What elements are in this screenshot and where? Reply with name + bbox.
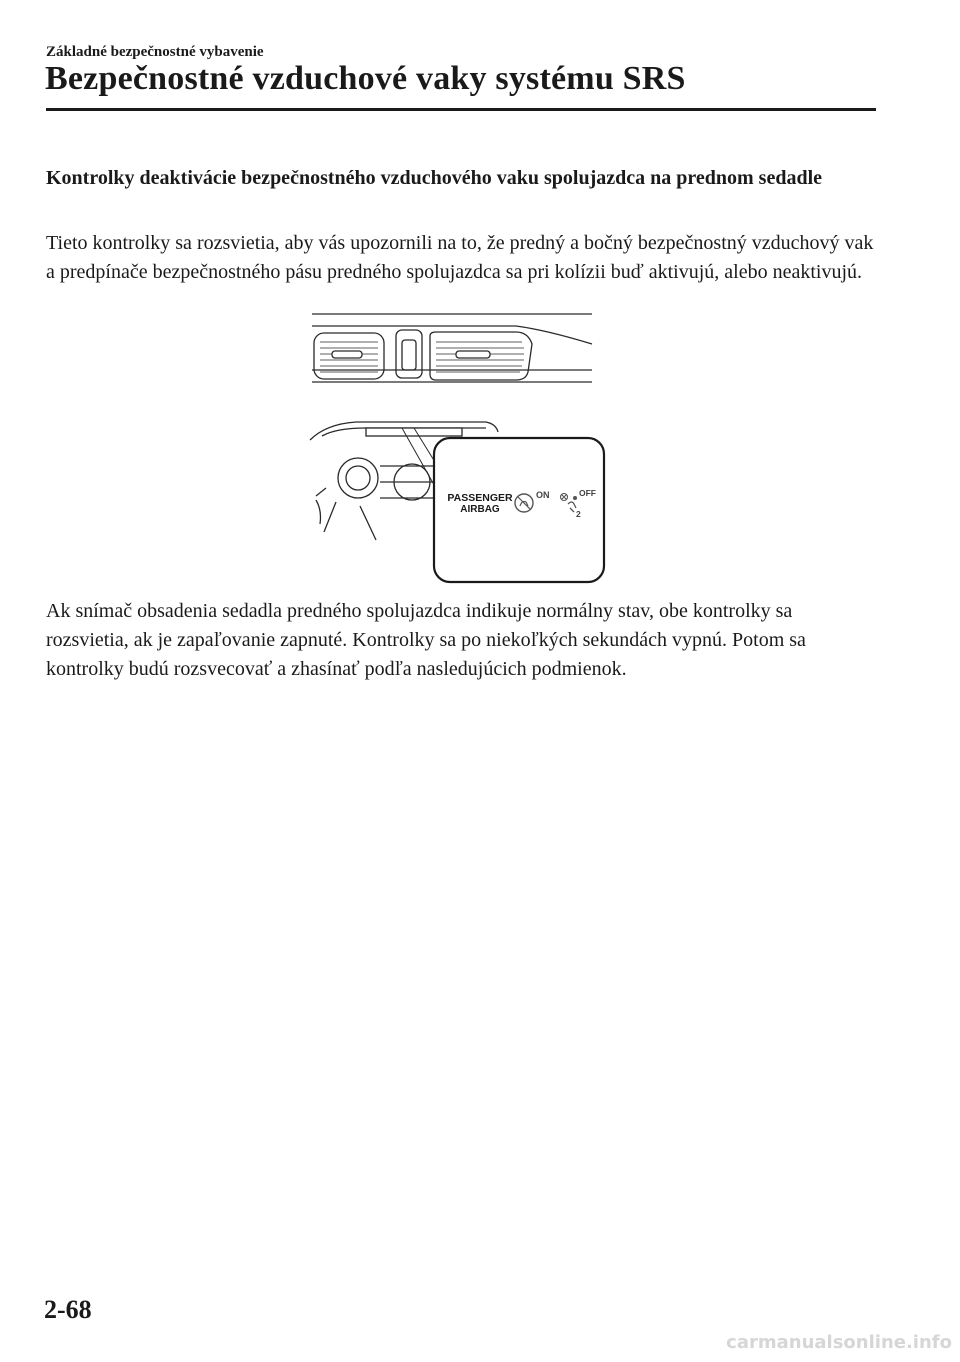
- paragraph-intro: Tieto kontrolky sa rozsvietia, aby vás upozornili na to, že predný a bočný bezpečnostný vzduchový vak a predpínače bezpečnostného pásu predného spolujazdca sa pri kolízii buď aktivujú, alebo neaktivujú.: [46, 232, 874, 283]
- on-label: ON: [536, 490, 550, 500]
- page-title: Bezpečnostné vzduchové vaky systému SRS: [45, 60, 686, 97]
- page-number: 2-68: [44, 1295, 92, 1324]
- air-vents: [312, 314, 592, 382]
- title-rule: [46, 108, 876, 111]
- section-label: Základné bezpečnostné vybavenie: [46, 44, 264, 60]
- indicator-label-line1: PASSENGER: [447, 492, 513, 504]
- indicator-label-line2: AIRBAG: [460, 504, 500, 515]
- paragraph-occupancy: Ak snímač obsadenia sedadla predného spolujazdca indikuje normálny stav, obe kontrolky sa rozsvietia, ak je zapaľovanie zapnuté. Kontrolky sa po niekoľkých sekundách vypnú. Potom sa kontrolky budú rozsvecovať a zhasínať podľa nasledujúcich podmienok.: [46, 600, 806, 680]
- indicator-callout: [434, 438, 604, 582]
- off-label: OFF: [579, 488, 596, 498]
- watermark: carmanualsonline.info: [726, 1332, 952, 1353]
- seat-number: 2: [576, 509, 581, 519]
- dashboard-illustration: [296, 306, 616, 588]
- subheading: Kontrolky deaktivácie bezpečnostného vzduchového vaku spolujazdca na prednom sedadle: [46, 167, 823, 189]
